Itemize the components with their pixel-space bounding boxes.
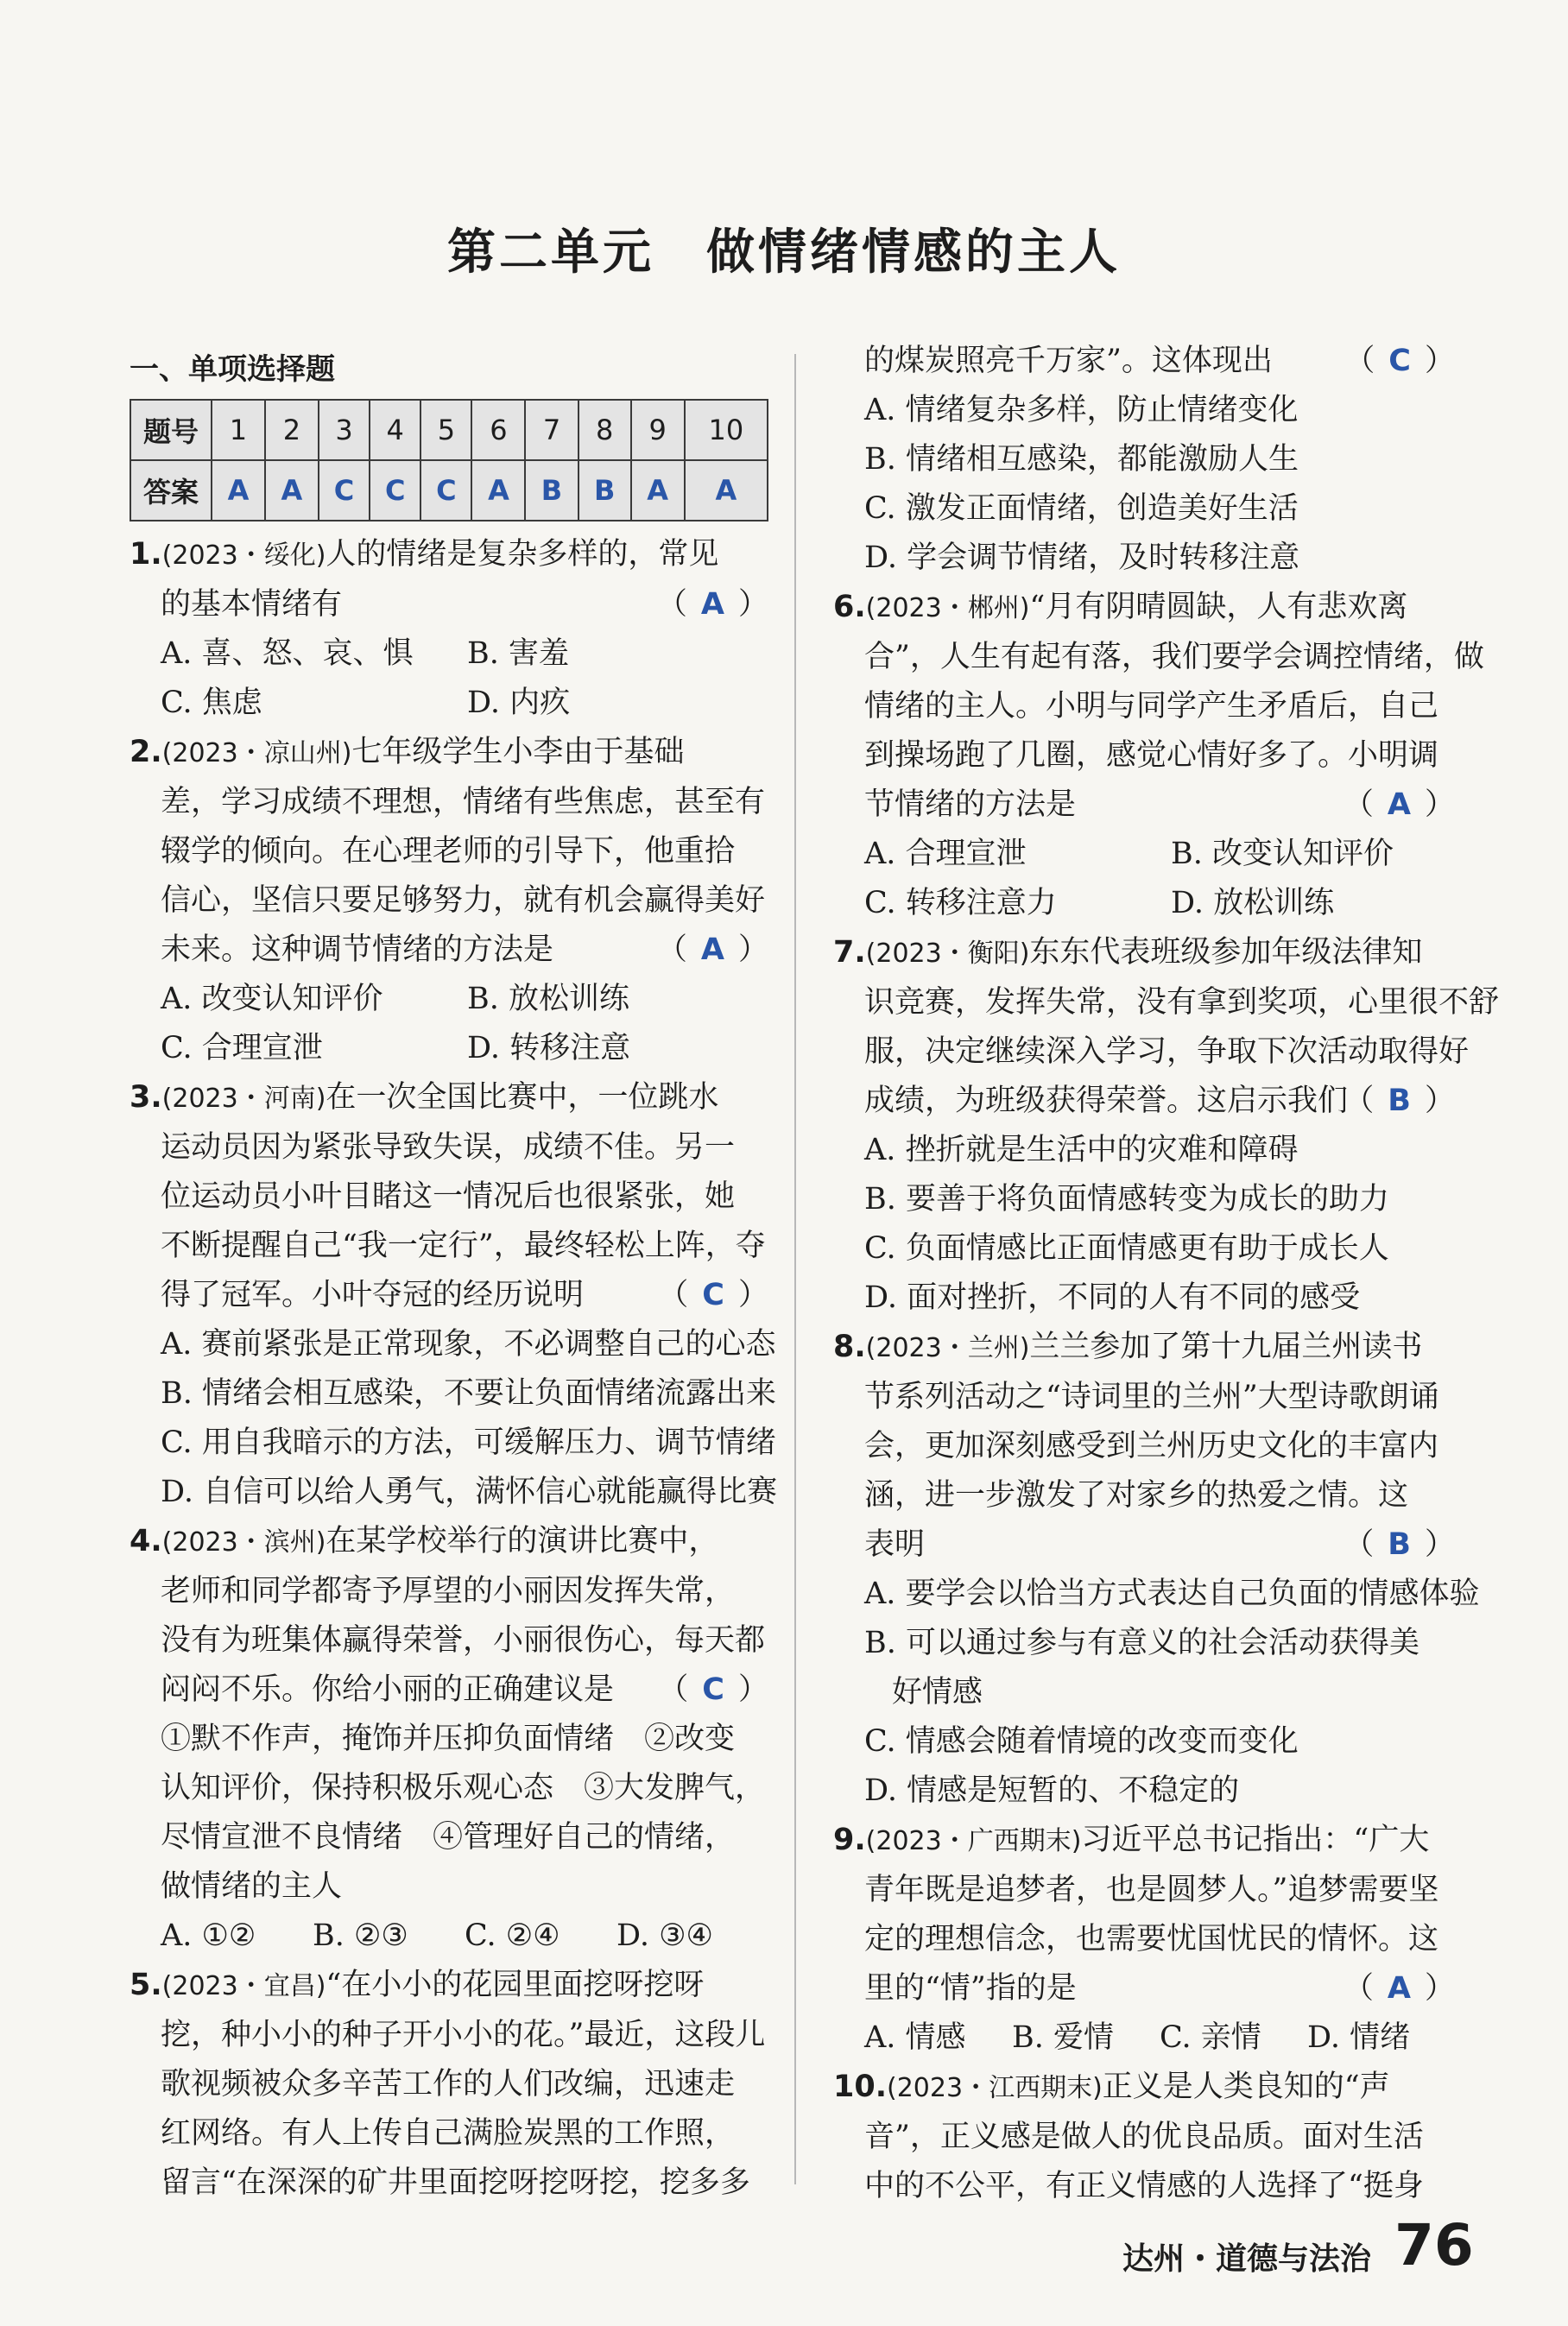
- line-text: 成绩，为班级获得荣誉。这启示我们: [864, 1084, 1349, 1118]
- text-line: [833, 337, 1455, 386]
- answer-table-number: 8: [579, 400, 631, 460]
- answer-table-number: 6: [471, 400, 525, 460]
- line-text: 识竞赛，发挥失常，没有拿到奖项，心里很不舒: [864, 985, 1500, 1020]
- question-text: 习近平总书记指出：“广大: [1081, 1823, 1430, 1857]
- line-text: 中的不公平，有正义情感的人选择了“挺身: [864, 2169, 1424, 2203]
- line-text: 认知评价，保持积极乐观心态 ③大发脾气，: [161, 1771, 766, 1805]
- text-line: [130, 975, 768, 1024]
- text-line: [833, 978, 1500, 1027]
- question-number: 10.: [833, 2070, 888, 2104]
- answer-letter: A: [1387, 1971, 1411, 2006]
- option: C. 焦虑: [161, 686, 262, 720]
- text-line: [130, 1764, 768, 1813]
- question-text: 兰兰参加了第十九届兰州读书: [1029, 1330, 1423, 1364]
- question-text: 在一次全国比赛中，一位跳水: [326, 1080, 719, 1115]
- left-column: [130, 345, 778, 2208]
- text-line: [130, 1665, 768, 1715]
- question-source: (2023・兰州): [865, 1333, 1030, 1363]
- text-line: [130, 1369, 776, 1419]
- answer-letter: C: [1388, 344, 1411, 378]
- line-text: B. 情绪会相互感染，不要让负面情绪流露出来: [161, 1376, 776, 1411]
- text-line: [130, 1073, 768, 1123]
- question-text: “月有阴晴圆缺，人有悲欢离: [1029, 590, 1408, 624]
- answer-table-answer: A: [265, 460, 319, 521]
- text-line: [130, 926, 768, 975]
- question-text: 正义是人类良知的“声: [1102, 2070, 1390, 2104]
- text-line: [833, 1717, 1455, 1767]
- line-text: 表明: [864, 1527, 926, 1562]
- line-text: 留言“在深深的矿井里面挖呀挖呀挖，挖多多: [161, 2165, 750, 2200]
- text-line: [130, 1616, 768, 1665]
- text-line: [833, 879, 1455, 928]
- answer-bracket: （ B ）: [1344, 1527, 1455, 1562]
- answer-bracket: （ B ）: [1344, 1084, 1455, 1118]
- line-text: 好情感: [892, 1675, 983, 1710]
- question-number: 1.: [130, 537, 162, 572]
- question-number: 2.: [130, 735, 162, 769]
- text-line: [130, 629, 768, 679]
- question-number: 8.: [833, 1330, 866, 1364]
- line-text: A. 挫折就是生活中的灾难和障碍: [864, 1133, 1299, 1167]
- line-text: B. 可以通过参与有意义的社会活动获得美: [864, 1626, 1419, 1660]
- text-line: [130, 2060, 768, 2109]
- question-text: 七年级学生小李由于基础: [351, 735, 685, 769]
- line-text: 未来。这种调节情绪的方法是: [161, 932, 554, 967]
- answer-bracket: （ C ）: [658, 1278, 768, 1312]
- text-line: [130, 2159, 768, 2208]
- option: C. 合理宣泄: [161, 1031, 323, 1065]
- answer-table-answer: A: [685, 460, 768, 521]
- question-number: 4.: [130, 1524, 162, 1558]
- column-divider: [794, 354, 796, 2184]
- question-source: (2023・广西期末): [865, 1826, 1082, 1856]
- question-number: 5.: [130, 1968, 162, 2002]
- line-text: C. 负面情感比正面情感更有助于成长人: [864, 1231, 1389, 1266]
- page-title: 第二单元 做情绪情感的主人: [447, 224, 1121, 281]
- answer-letter: B: [1388, 1527, 1411, 1562]
- line-text: 服，决定继续深入学习，争取下次活动取得好: [864, 1034, 1470, 1069]
- text-line: [833, 1224, 1455, 1274]
- question-number: 3.: [130, 1080, 162, 1115]
- question-text: “在小小的花园里面挖呀挖呀: [326, 1968, 705, 2002]
- text-line: [130, 1813, 768, 1862]
- answer-table-number: 10: [685, 400, 768, 460]
- text-line: [833, 1175, 1455, 1224]
- line-text: A. 要学会以恰当方式表达自己负面的情感体验: [864, 1577, 1480, 1611]
- text-line: [833, 435, 1455, 484]
- line-text: 做情绪的主人: [161, 1869, 343, 1904]
- option: B. 害羞: [467, 636, 569, 671]
- line-text: 没有为班集体赢得荣誉，小丽很伤心，每天都: [161, 1623, 766, 1658]
- text-line: [833, 928, 1455, 978]
- text-line: [833, 1520, 1455, 1570]
- text-line: [130, 728, 768, 778]
- answer-letter: A: [700, 587, 724, 622]
- text-line: [130, 827, 768, 876]
- line-text: 节系列活动之“诗词里的兰州”大型诗歌朗诵: [864, 1380, 1439, 1414]
- text-line: [833, 2013, 1455, 2063]
- text-line: [833, 1767, 1455, 1816]
- text-line: [130, 1222, 768, 1271]
- text-line: [833, 583, 1455, 633]
- line-text: 情绪的主人。小明与同学产生矛盾后，自己: [864, 689, 1439, 724]
- line-text: 合”，人生有起有落，我们要学会调控情绪，做: [864, 640, 1484, 674]
- text-line: [833, 1422, 1455, 1471]
- text-line: [833, 534, 1455, 583]
- line-text: A. 赛前紧张是正常现象，不必调整自己的心态: [161, 1327, 776, 1362]
- answer-table-answer-row: [130, 460, 768, 521]
- text-line: [130, 1024, 768, 1073]
- text-line: [130, 1320, 776, 1369]
- line-text: 尽情宣泄不良情绪 ④管理好自己的情绪，: [161, 1820, 736, 1855]
- right-question-lines: [833, 337, 1500, 2211]
- option: A. 改变认知评价: [161, 982, 383, 1016]
- line-text: 老师和同学都寄予厚望的小丽因发挥失常，: [161, 1574, 736, 1609]
- text-line: [130, 1468, 778, 1517]
- question-text: 东东代表班级参加年级法律知: [1029, 935, 1423, 970]
- line-text: D. 自信可以给人勇气，满怀信心就能赢得比赛: [161, 1475, 778, 1509]
- line-text: 得了冠军。小叶夺冠的经历说明: [161, 1278, 585, 1312]
- answer-bracket: （ C ）: [658, 1672, 768, 1707]
- answer-bracket: （ A ）: [1343, 787, 1455, 822]
- text-line: [833, 1077, 1455, 1126]
- text-line: [833, 484, 1455, 534]
- text-line: [833, 1323, 1455, 1373]
- option: D. 情绪: [1307, 2020, 1411, 2055]
- line-text: 信心，坚信只要足够努力，就有机会赢得美好: [161, 883, 766, 918]
- text-line: [833, 1570, 1480, 1619]
- line-text: 歌视频被众多辛苦工作的人们改编，迅速走: [161, 2067, 736, 2102]
- footer-label: 达州・道德与法治: [1122, 2241, 1372, 2277]
- text-line: [130, 778, 768, 827]
- text-line: [130, 580, 768, 629]
- question-source: (2023・衡阳): [865, 939, 1030, 969]
- text-line: [833, 731, 1455, 781]
- text-line: [130, 1271, 768, 1320]
- answer-table-number: 2: [265, 400, 319, 460]
- option: D. 内疚: [467, 686, 571, 720]
- text-line: [833, 830, 1455, 879]
- answer-table-answer-label: 答案: [130, 460, 212, 521]
- option: B. 放松训练: [467, 982, 629, 1016]
- question-source: (2023・郴州): [865, 593, 1030, 623]
- text-line: [130, 876, 768, 926]
- text-line: [130, 530, 768, 580]
- answer-table-answer: B: [525, 460, 578, 521]
- text-line: [833, 1816, 1455, 1866]
- answer-letter: C: [702, 1672, 724, 1707]
- question-text: 人的情绪是复杂多样的，常见: [326, 537, 719, 572]
- text-line: [833, 1619, 1455, 1668]
- line-text: ①默不作声，掩饰并压抑负面情绪 ②改变: [161, 1722, 736, 1756]
- text-line: [130, 1517, 768, 1567]
- answer-table-answer: A: [471, 460, 525, 521]
- answer-letter: B: [1388, 1084, 1411, 1118]
- text-line: [130, 1123, 768, 1172]
- answer-letter: A: [700, 932, 724, 967]
- question-number: 9.: [833, 1823, 866, 1857]
- option: D. ③④: [616, 1918, 713, 1953]
- question-source: (2023・凉山州): [161, 738, 352, 768]
- right-column: [833, 337, 1500, 2211]
- line-text: B. 要善于将负面情感转变为成长的助力: [864, 1182, 1389, 1217]
- answer-table-answer: C: [319, 460, 370, 521]
- text-line: [130, 1862, 768, 1912]
- line-text: 挖，种小小的种子开小小的花。”最近，这段儿: [161, 2018, 766, 2052]
- answer-table-answer: C: [420, 460, 471, 521]
- answer-table-number: 5: [420, 400, 471, 460]
- line-text: 红网络。有人上传自己满脸炭黑的工作照，: [161, 2116, 736, 2151]
- option: C. 亲情: [1160, 2020, 1261, 2055]
- answer-table-number: 1: [212, 400, 265, 460]
- answer-bracket: （ A ）: [656, 587, 768, 622]
- option: B. ②③: [313, 1918, 408, 1953]
- answer-table-answer: A: [631, 460, 685, 521]
- option: C. ②④: [465, 1918, 560, 1953]
- option: C. 转移注意力: [864, 886, 1057, 920]
- left-question-lines: [130, 530, 778, 2208]
- line-text: 辍学的倾向。在心理老师的引导下，他重拾: [161, 834, 736, 869]
- text-line: [833, 781, 1455, 830]
- text-line: [833, 682, 1455, 731]
- line-text: 运动员因为紧张导致失误，成绩不佳。另一: [161, 1130, 736, 1165]
- text-line: [130, 2011, 768, 2060]
- text-line: [833, 1027, 1470, 1077]
- text-line: [833, 1471, 1455, 1520]
- answer-table-number: 4: [370, 400, 420, 460]
- line-text: 节情绪的方法是: [864, 787, 1077, 822]
- option: D. 放松训练: [1171, 886, 1335, 920]
- question-source: (2023・江西期末): [887, 2073, 1103, 2103]
- text-line: [130, 2109, 768, 2159]
- line-text: C. 激发正面情绪，创造美好生活: [864, 491, 1299, 526]
- answer-table-number: 9: [631, 400, 685, 460]
- text-line: [833, 1373, 1455, 1422]
- text-line: [833, 633, 1484, 682]
- page-number: 76: [1394, 2212, 1474, 2279]
- answer-table-answer: C: [370, 460, 420, 521]
- answer-letter: A: [1387, 787, 1411, 822]
- text-line: [833, 1126, 1455, 1175]
- option: B. 爱情: [1012, 2020, 1114, 2055]
- line-text: 里的“情”指的是: [864, 1971, 1077, 2006]
- line-text: 青年既是追梦者，也是圆梦人。”追梦需要坚: [864, 1873, 1439, 1907]
- line-text: D. 情感是短暂的、不稳定的: [864, 1773, 1240, 1808]
- line-text: 到操场跑了几圈，感觉心情好多了。小明调: [864, 738, 1439, 773]
- line-text: C. 情感会随着情境的改变而变化: [864, 1724, 1299, 1759]
- question-number: 6.: [833, 590, 866, 624]
- line-text: 位运动员小叶目睹这一情况后也很紧张，她: [161, 1179, 736, 1214]
- text-line: [833, 1964, 1455, 2013]
- text-line: [833, 1915, 1455, 1964]
- line-text: 会，更加深刻感受到兰州历史文化的丰富内: [864, 1429, 1439, 1463]
- option: B. 改变认知评价: [1171, 837, 1394, 871]
- text-line: [130, 1567, 768, 1616]
- question-source: (2023・绥化): [161, 540, 326, 571]
- answer-letter: C: [702, 1278, 724, 1312]
- option: A. 喜、怒、哀、惧: [161, 636, 414, 671]
- text-line: [833, 386, 1455, 435]
- answer-table-header-label: 题号: [130, 400, 212, 460]
- line-text: 的基本情绪有: [161, 587, 343, 622]
- answer-bracket: （ A ）: [656, 932, 768, 967]
- text-line: [130, 1961, 768, 2011]
- line-text: 闷闷不乐。你给小丽的正确建议是: [161, 1672, 615, 1707]
- text-line: [833, 1866, 1455, 1915]
- text-line: [130, 1912, 768, 1961]
- answer-table-answer: A: [212, 460, 265, 521]
- text-line: [130, 679, 768, 728]
- question-number: 7.: [833, 935, 866, 970]
- line-text: D. 面对挫折，不同的人有不同的感受: [864, 1280, 1361, 1315]
- option: A. ①②: [161, 1918, 256, 1953]
- answer-table-number: 3: [319, 400, 370, 460]
- line-text: 音”，正义感是做人的优良品质。面对生活: [864, 2120, 1424, 2154]
- line-text: 定的理想信念，也需要忧国忧民的情怀。这: [864, 1922, 1439, 1956]
- line-text: 的煤炭照亮千万家”。这体现出: [864, 344, 1273, 378]
- text-line: [833, 1274, 1455, 1323]
- answer-bracket: （ C ）: [1344, 344, 1455, 378]
- option: A. 合理宣泄: [864, 837, 1027, 871]
- answer-table-answer: B: [579, 460, 631, 521]
- answer-table: [130, 399, 768, 521]
- question-source: (2023・滨州): [161, 1527, 326, 1558]
- answer-table-number: 7: [525, 400, 578, 460]
- text-line: [833, 2113, 1455, 2162]
- line-text: D. 学会调节情绪，及时转移注意: [864, 540, 1300, 575]
- text-line: [130, 1419, 776, 1468]
- text-line: [833, 2162, 1455, 2211]
- section-title: 一、单项选择题: [130, 352, 335, 387]
- option: A. 情感: [864, 2020, 966, 2055]
- line-text: B. 情绪相互感染，都能激励人生: [864, 442, 1299, 477]
- text-line: [130, 1172, 768, 1222]
- line-text: C. 用自我暗示的方法，可缓解压力、调节情绪: [161, 1425, 776, 1460]
- answer-table-header-row: [130, 400, 768, 460]
- line-text: 不断提醒自己“我一定行”，最终轻松上阵，夺: [161, 1229, 766, 1263]
- line-text: 差，学习成绩不理想，情绪有些焦虑，甚至有: [161, 785, 766, 819]
- line-text: A. 情绪复杂多样，防止情绪变化: [864, 393, 1299, 427]
- question-text: 在某学校举行的演讲比赛中，: [326, 1524, 719, 1558]
- text-line: [130, 1715, 768, 1764]
- question-source: (2023・宜昌): [161, 1971, 326, 2001]
- text-line: [833, 2063, 1455, 2113]
- line-text: 涵，进一步激发了对家乡的热爱之情。这: [864, 1478, 1409, 1513]
- option: D. 转移注意: [467, 1031, 631, 1065]
- answer-bracket: （ A ）: [1343, 1971, 1455, 2006]
- question-source: (2023・河南): [161, 1084, 326, 1114]
- text-line: [833, 1668, 1455, 1717]
